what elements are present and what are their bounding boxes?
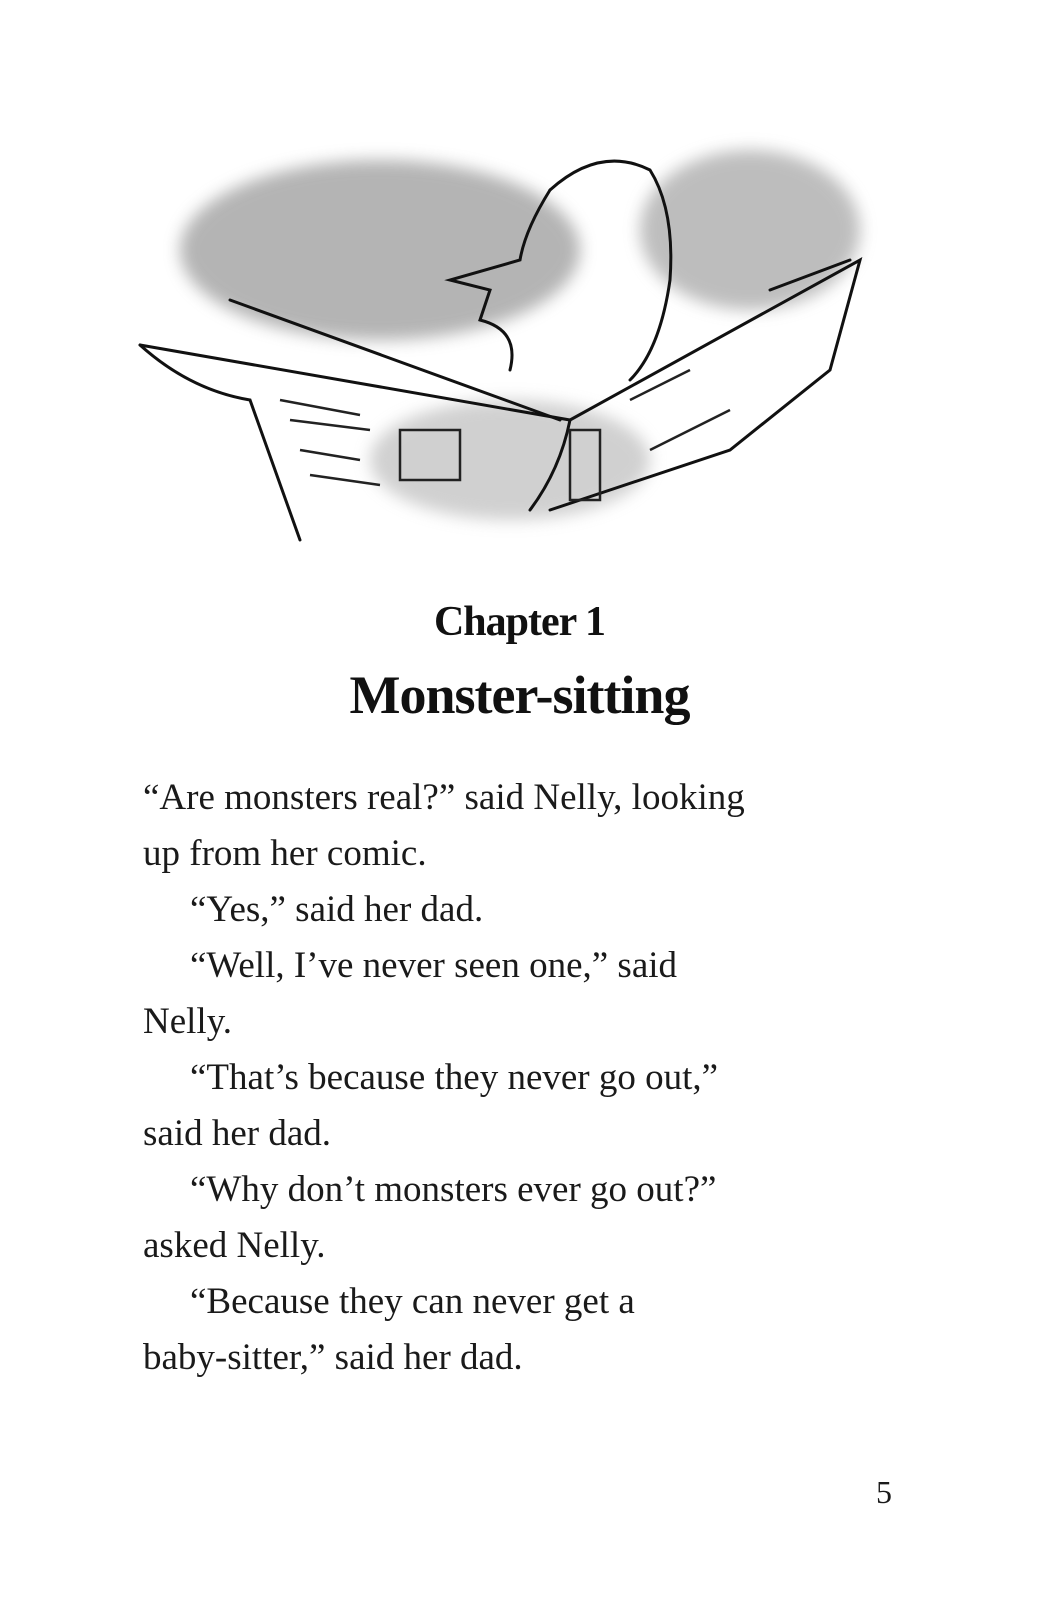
text-line: “Well, I’ve never seen one,” said xyxy=(190,945,678,986)
body-text xyxy=(143,770,903,1386)
text-line: said her dad. xyxy=(143,1113,332,1154)
text-line: “Why don’t monsters ever go out?” xyxy=(190,1169,717,1210)
paragraph xyxy=(143,1274,903,1386)
paragraph xyxy=(143,1050,903,1162)
paragraph xyxy=(143,1162,903,1274)
text-line: up from her comic. xyxy=(143,833,427,874)
text-line: Nelly. xyxy=(143,1001,233,1042)
text-line: “Are monsters real?” said Nelly, looking xyxy=(143,777,745,818)
page-number: 5 xyxy=(876,1474,892,1510)
chapter-title: Monster-sitting xyxy=(349,665,690,725)
text-line: “Because they can never get a xyxy=(190,1281,635,1322)
paragraph xyxy=(143,938,903,1050)
text-line: “Yes,” said her dad. xyxy=(190,889,484,930)
illustration-man-reading-newspaper xyxy=(130,130,890,570)
text-line: asked Nelly. xyxy=(143,1225,326,1266)
text-line: “That’s because they never go out,” xyxy=(190,1057,719,1098)
paragraph xyxy=(143,770,903,882)
chapter-number: Chapter 1 xyxy=(433,599,606,645)
text-line: baby-sitter,” said her dad. xyxy=(143,1337,523,1378)
paragraph xyxy=(143,882,903,938)
